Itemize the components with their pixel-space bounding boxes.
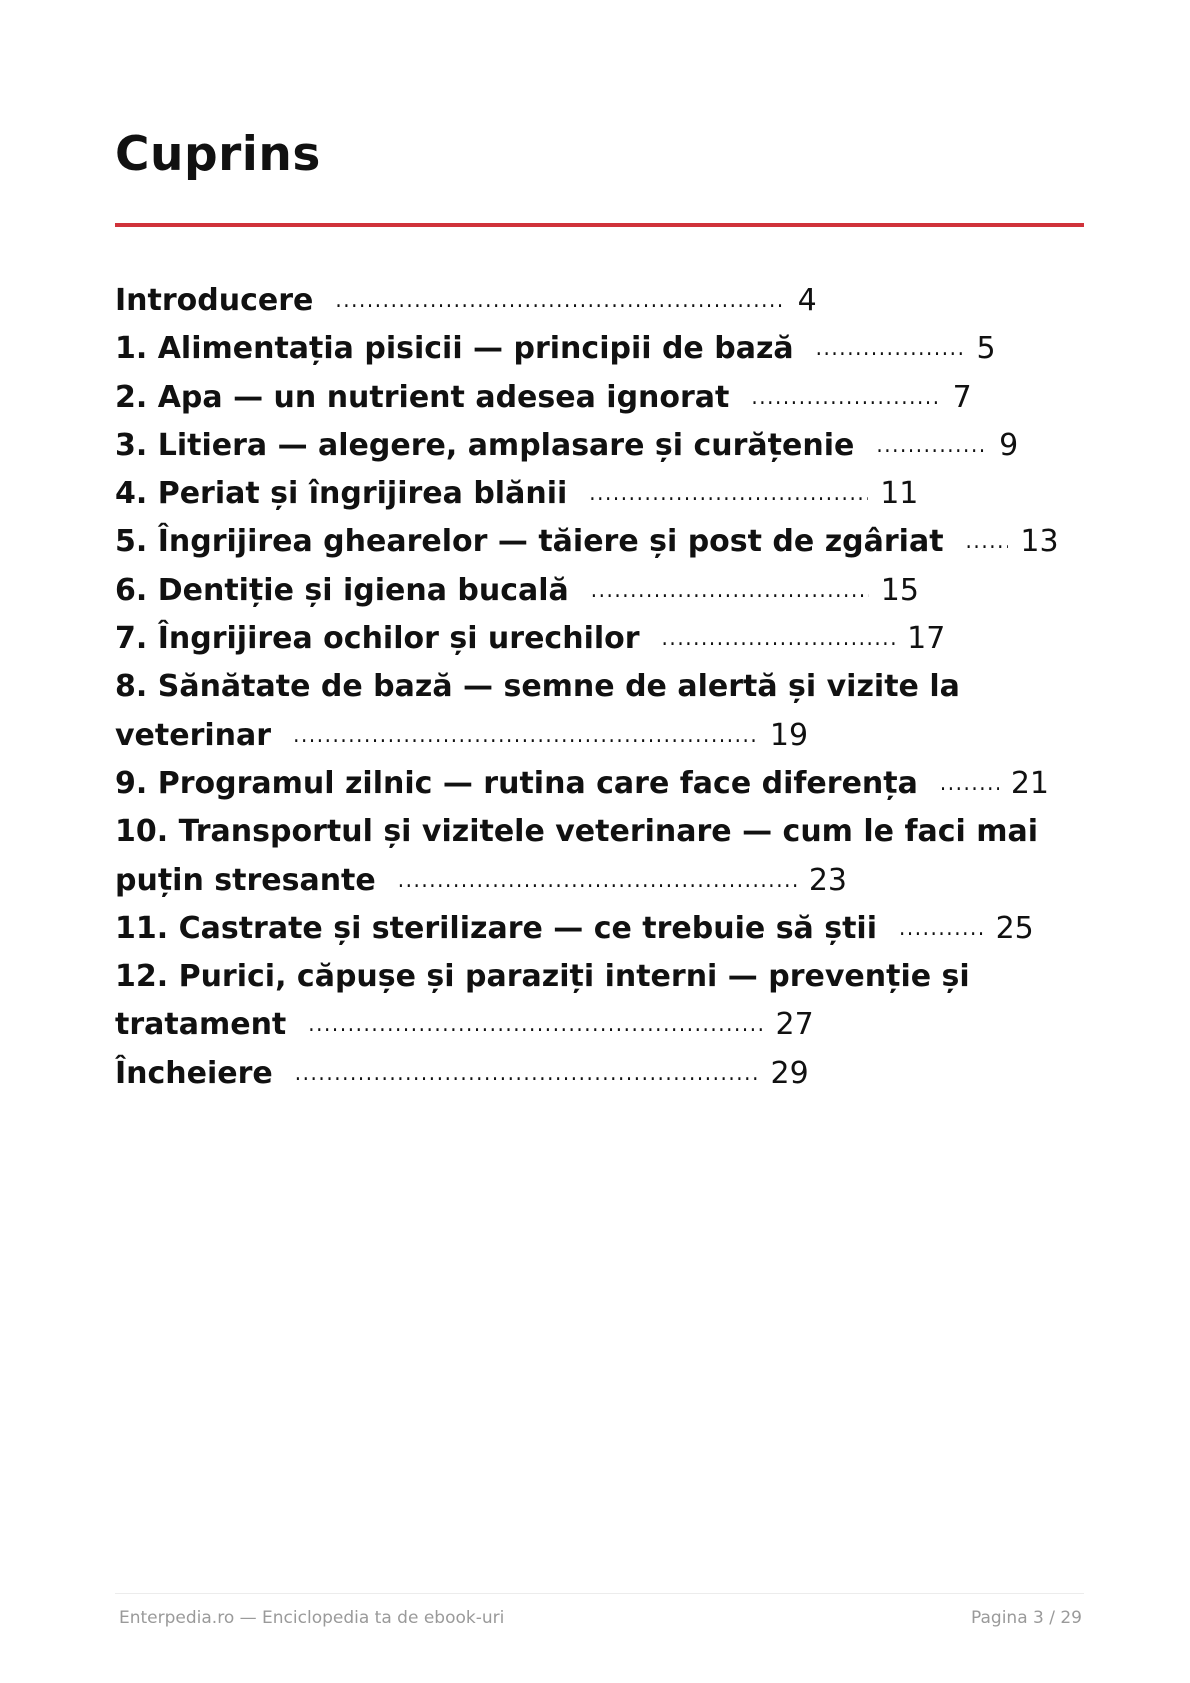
- toc-entry[interactable]: [115, 325, 1084, 373]
- toc-entry[interactable]: [115, 567, 1084, 615]
- toc-page-number: 9: [999, 427, 1019, 463]
- toc-dot-leader: [295, 1050, 759, 1098]
- toc-entry-title: 6. Dentiție și igiena bucală: [115, 572, 569, 608]
- toc-dot-leader: [589, 470, 868, 518]
- toc-dot-leader: [335, 277, 785, 325]
- toc-page-number: 19: [769, 717, 809, 753]
- toc-entry[interactable]: [115, 808, 1084, 856]
- toc-entry[interactable]: [115, 953, 1084, 1001]
- title-divider: [115, 223, 1084, 227]
- toc-dot-leader: [591, 567, 869, 615]
- toc-dot-leader: [816, 325, 965, 373]
- toc-entry-title: Încheiere: [115, 1055, 273, 1091]
- toc-entry-title: 5. Îngrijirea ghearelor — tăiere și post de zgâriat: [115, 524, 944, 560]
- toc-entry-title: puțin stresante: [115, 862, 376, 898]
- toc-entry-title: Introducere: [115, 283, 314, 318]
- toc-entry-title: 11. Castrate și sterilizare — ce trebuie să știi: [115, 910, 877, 946]
- toc-dot-leader: [751, 374, 940, 422]
- toc-page-number: 29: [770, 1055, 809, 1091]
- toc-entry-title: 2. Apa — un nutrient adesea ignorat: [115, 379, 730, 415]
- toc-page-number: 11: [880, 476, 919, 512]
- toc-entry-title: 10. Transportul și vizitele veterinare — cum le faci mai: [115, 814, 1039, 850]
- toc-page-number: 5: [976, 331, 996, 367]
- toc-entry-title: veterinar: [115, 717, 272, 753]
- toc-entry-title: 7. Îngrijirea ochilor și urechilor: [115, 621, 640, 657]
- toc-entry[interactable]: [115, 1001, 1084, 1049]
- toc-entry[interactable]: [115, 1050, 1084, 1098]
- toc-page-number: 7: [952, 379, 972, 415]
- toc-page-number: 13: [1020, 524, 1059, 560]
- toc-page-number: 23: [808, 862, 848, 898]
- toc-page-number: 27: [775, 1007, 814, 1043]
- toc-entry[interactable]: [115, 422, 1084, 470]
- toc-entry-title: 12. Purici, căpușe și paraziți interni — prevenție și: [115, 959, 970, 995]
- toc-dot-leader: [662, 615, 896, 663]
- toc-dot-leader: [899, 905, 984, 953]
- toc-dot-leader: [293, 712, 758, 760]
- toc-dot-leader: [940, 760, 999, 808]
- toc-page-number: 4: [797, 283, 817, 318]
- toc-page-number: 15: [880, 572, 919, 608]
- toc-entry-title: 4. Periat și îngrijirea blănii: [115, 476, 568, 512]
- table-of-contents: [115, 277, 1084, 1098]
- toc-entry[interactable]: [115, 470, 1084, 518]
- toc-dot-leader: [966, 518, 1009, 566]
- toc-entry[interactable]: [115, 712, 1084, 760]
- toc-dot-leader: [876, 422, 987, 470]
- toc-entry-title: 1. Alimentația pisicii — principii de bază: [115, 331, 794, 367]
- toc-dot-leader: [398, 857, 797, 905]
- toc-page-number: 17: [907, 621, 946, 657]
- toc-entry-title: tratament: [115, 1007, 287, 1043]
- toc-entry[interactable]: [115, 374, 1084, 422]
- toc-entry[interactable]: [115, 518, 1084, 566]
- page-title: Cuprins: [115, 127, 321, 182]
- toc-entry[interactable]: [115, 615, 1084, 663]
- toc-entry[interactable]: [115, 857, 1084, 905]
- toc-entry-title: 9. Programul zilnic — rutina care face diferența: [115, 765, 918, 801]
- footer-divider: [115, 1593, 1084, 1594]
- footer-site-name: Enterpedia.ro — Enciclopedia ta de ebook-uri: [119, 1608, 505, 1628]
- footer-page-number: Pagina 3 / 29: [971, 1608, 1082, 1628]
- toc-entry[interactable]: [115, 277, 1084, 325]
- toc-entry-title: 3. Litiera — alegere, amplasare și curățenie: [115, 427, 855, 463]
- toc-entry[interactable]: [115, 905, 1084, 953]
- toc-entry-title: 8. Sănătate de bază — semne de alertă și vizite la: [115, 669, 960, 705]
- toc-page-number: 21: [1010, 765, 1049, 801]
- toc-dot-leader: [308, 1001, 763, 1049]
- toc-entry[interactable]: [115, 663, 1084, 711]
- toc-entry[interactable]: [115, 760, 1084, 808]
- toc-page-number: 25: [995, 910, 1034, 946]
